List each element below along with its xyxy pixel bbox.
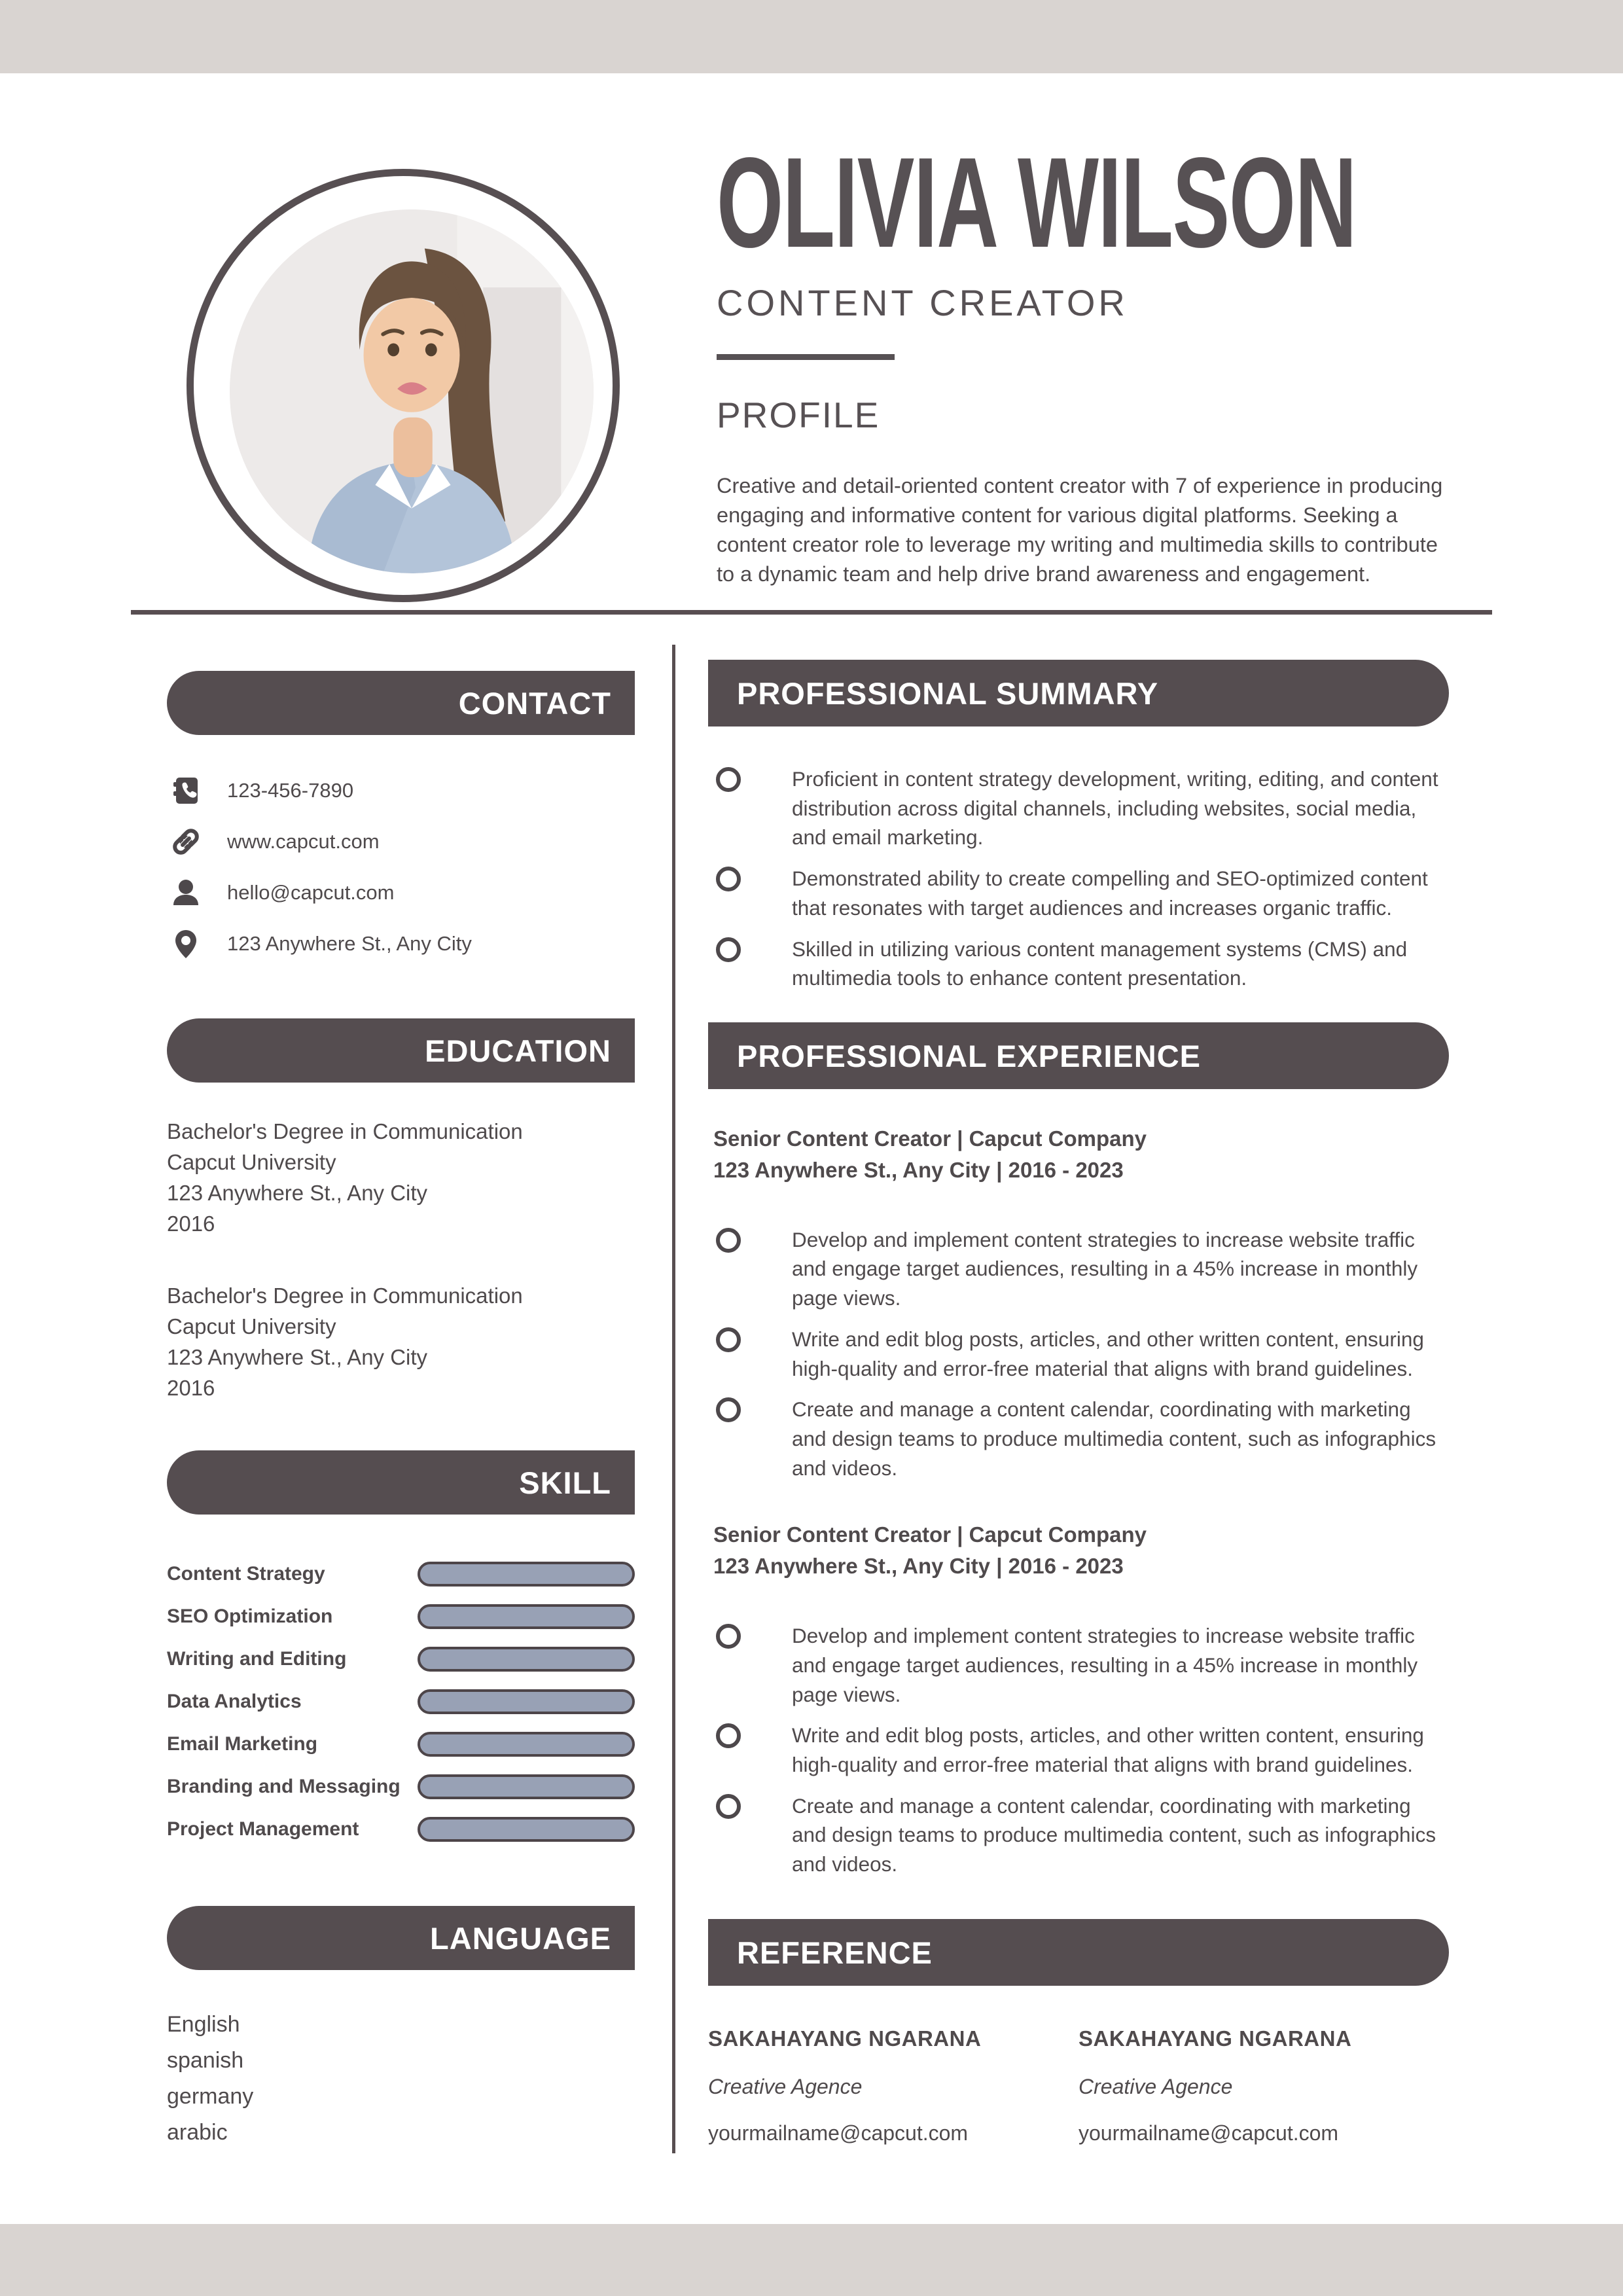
education-entry bbox=[167, 1281, 635, 1403]
professional-experience-heading: PROFESSIONAL EXPERIENCE bbox=[708, 1022, 1449, 1089]
reference-email: yourmailname@capcut.com bbox=[708, 2121, 969, 2145]
contact-heading: CONTACT bbox=[167, 671, 635, 735]
skill-row bbox=[167, 1647, 635, 1672]
education-entry bbox=[167, 1117, 635, 1239]
profile-photo bbox=[230, 209, 594, 573]
professional-summary-heading: PROFESSIONAL SUMMARY bbox=[708, 660, 1449, 726]
column-divider bbox=[672, 645, 675, 2153]
skill-label: Project Management bbox=[167, 1818, 359, 1840]
skill-bar bbox=[418, 1604, 635, 1629]
skill-label: Branding and Messaging bbox=[167, 1776, 401, 1797]
job-bullet: Create and manage a content calendar, coordinating with marketing and design teams to produce multimedia content, such as infographics and videos. bbox=[716, 1791, 1449, 1879]
profile-photo-frame bbox=[187, 169, 620, 602]
contact-section bbox=[167, 671, 635, 980]
language-heading: LANGUAGE bbox=[167, 1906, 635, 1970]
education-degree: Bachelor's Degree in Communication bbox=[167, 1119, 523, 1143]
skill-row bbox=[167, 1604, 635, 1629]
language-item: germany bbox=[167, 2084, 254, 2109]
skill-row bbox=[167, 1732, 635, 1757]
circle-bullet-icon bbox=[716, 767, 741, 792]
horizontal-divider bbox=[131, 610, 1492, 615]
job-title: Senior Content Creator | Capcut Company bbox=[713, 1522, 1147, 1547]
circle-bullet-icon bbox=[716, 937, 741, 962]
skill-bar bbox=[418, 1562, 635, 1587]
person-icon bbox=[171, 878, 201, 908]
reference-heading: REFERENCE bbox=[708, 1919, 1449, 1986]
job-title: CONTENT CREATOR bbox=[717, 282, 1128, 323]
circle-bullet-icon bbox=[716, 867, 741, 891]
profile-photo-illustration bbox=[230, 209, 594, 573]
education-year: 2016 bbox=[167, 1376, 215, 1401]
reference-company: Creative Agence bbox=[1079, 2075, 1233, 2098]
skill-label: SEO Optimization bbox=[167, 1605, 333, 1627]
circle-bullet-icon bbox=[716, 1624, 741, 1649]
reference-name: SAKAHAYANG NGARANA bbox=[708, 2026, 982, 2051]
language-item: spanish bbox=[167, 2048, 244, 2073]
job-bullet: Write and edit blog posts, articles, and other written content, ensuring high-quality and error-free material that aligns with brand guidelines. bbox=[716, 1721, 1449, 1779]
language-item: English bbox=[167, 2012, 240, 2037]
professional-summary-section bbox=[708, 660, 1449, 1005]
skill-bar bbox=[418, 1647, 635, 1672]
contact-item-email bbox=[171, 878, 635, 908]
skill-bar bbox=[418, 1774, 635, 1799]
header bbox=[717, 131, 1489, 610]
job-bullet: Create and manage a content calendar, coordinating with marketing and design teams to produce multimedia content, such as infographics and videos. bbox=[716, 1395, 1449, 1482]
job-bullet: Develop and implement content strategies to increase website traffic and engage target audiences, resulting in a 45% increase in monthly page views. bbox=[716, 1225, 1449, 1313]
circle-bullet-icon bbox=[716, 1228, 741, 1253]
circle-bullet-icon bbox=[716, 1397, 741, 1422]
reference-entry bbox=[708, 2026, 1079, 2145]
reference-entry bbox=[1079, 2026, 1449, 2145]
job-meta: 123 Anywhere St., Any City | 2016 - 2023 bbox=[713, 1554, 1124, 1579]
profile-heading: PROFILE bbox=[717, 395, 880, 435]
job-entry bbox=[708, 1123, 1449, 1482]
skill-bar bbox=[418, 1817, 635, 1842]
job-entry bbox=[708, 1519, 1449, 1878]
education-section bbox=[167, 1018, 635, 1404]
skill-label: Data Analytics bbox=[167, 1691, 302, 1712]
education-heading: EDUCATION bbox=[167, 1018, 635, 1083]
skill-row bbox=[167, 1562, 635, 1587]
skill-bar bbox=[418, 1732, 635, 1757]
reference-section bbox=[708, 1919, 1449, 2145]
summary-bullet: Demonstrated ability to create compelling and SEO-optimized content that resonates with target audiences and increases organic traffic. bbox=[716, 864, 1449, 922]
professional-experience-section bbox=[708, 1022, 1449, 1891]
contact-item-website bbox=[171, 827, 635, 857]
contact-website: www.capcut.com bbox=[227, 830, 380, 853]
location-icon bbox=[171, 929, 201, 959]
skill-row bbox=[167, 1689, 635, 1714]
skill-row bbox=[167, 1774, 635, 1799]
reference-company: Creative Agence bbox=[708, 2075, 863, 2098]
contact-phone: 123-456-7890 bbox=[227, 779, 354, 802]
skill-label: Email Marketing bbox=[167, 1733, 318, 1755]
circle-bullet-icon bbox=[716, 1794, 741, 1819]
circle-bullet-icon bbox=[716, 1327, 741, 1352]
contact-item-phone bbox=[171, 776, 635, 806]
education-year: 2016 bbox=[167, 1211, 215, 1236]
job-meta: 123 Anywhere St., Any City | 2016 - 2023 bbox=[713, 1157, 1124, 1182]
skill-bar bbox=[418, 1689, 635, 1714]
phone-icon bbox=[171, 776, 201, 806]
education-degree: Bachelor's Degree in Communication bbox=[167, 1283, 523, 1308]
skill-row bbox=[167, 1817, 635, 1842]
skill-section bbox=[167, 1450, 635, 1859]
bottom-band bbox=[0, 2224, 1623, 2296]
top-band bbox=[0, 0, 1623, 73]
skill-label: Content Strategy bbox=[167, 1563, 325, 1585]
contact-item-address bbox=[171, 929, 635, 959]
page-title: OLIVIA WILSON bbox=[717, 131, 1357, 274]
education-address: 123 Anywhere St., Any City bbox=[167, 1345, 428, 1370]
education-address: 123 Anywhere St., Any City bbox=[167, 1180, 428, 1205]
reference-email: yourmailname@capcut.com bbox=[1079, 2121, 1339, 2145]
circle-bullet-icon bbox=[716, 1723, 741, 1748]
link-icon bbox=[171, 827, 201, 857]
profile-text: Creative and detail-oriented content creator with 7 of experience in producing engaging and informative content for various digital platforms. Seeking a content creator role to leverage my writing and multimedia skills to contribute to a dynamic team and help drive brand awareness and engagement. bbox=[717, 474, 1443, 586]
skill-label: Writing and Editing bbox=[167, 1648, 347, 1670]
job-bullet: Develop and implement content strategies to increase website traffic and engage target audiences, resulting in a 45% increase in monthly page views. bbox=[716, 1621, 1449, 1709]
reference-name: SAKAHAYANG NGARANA bbox=[1079, 2026, 1352, 2051]
language-item: arabic bbox=[167, 2120, 228, 2145]
education-school: Capcut University bbox=[167, 1149, 336, 1174]
skill-heading: SKILL bbox=[167, 1450, 635, 1515]
job-title: Senior Content Creator | Capcut Company bbox=[713, 1126, 1147, 1151]
education-school: Capcut University bbox=[167, 1314, 336, 1339]
job-bullet: Write and edit blog posts, articles, and other written content, ensuring high-quality and error-free material that aligns with brand guidelines. bbox=[716, 1325, 1449, 1383]
language-section bbox=[167, 1906, 635, 2151]
title-underline bbox=[717, 354, 895, 360]
summary-bullet: Proficient in content strategy development, writing, editing, and content distribution across digital channels, including websites, social media, and email marketing. bbox=[716, 764, 1449, 852]
contact-address: 123 Anywhere St., Any City bbox=[227, 932, 472, 955]
contact-email: hello@capcut.com bbox=[227, 881, 395, 904]
summary-bullet: Skilled in utilizing various content management systems (CMS) and multimedia tools to enhance content presentation. bbox=[716, 935, 1449, 993]
